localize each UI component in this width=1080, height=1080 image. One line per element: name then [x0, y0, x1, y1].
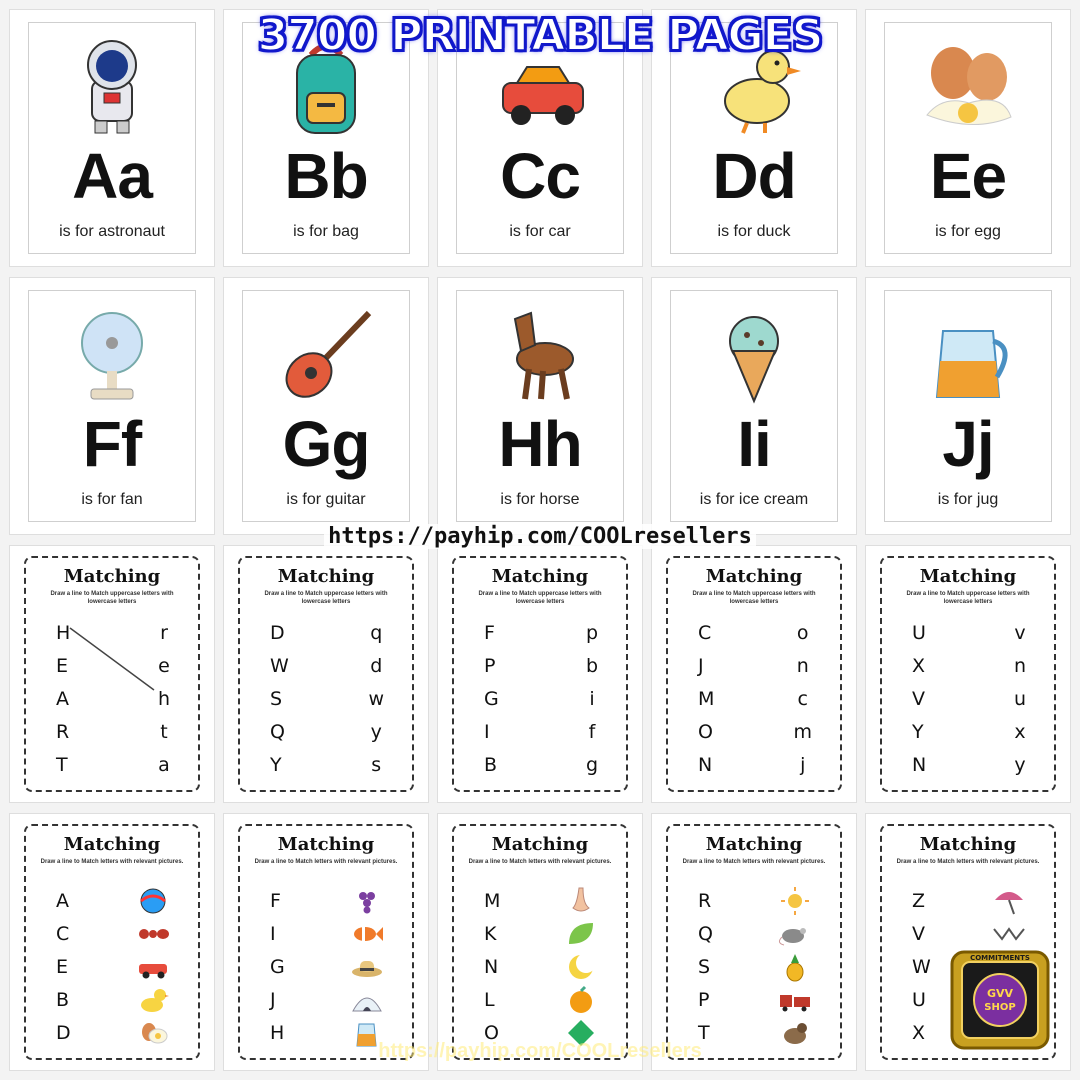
- lower-letter: c: [797, 687, 808, 710]
- matching-instruction: Draw a line to Match uppercase letters with lowercase letters: [50, 591, 174, 605]
- matching-instruction: Draw a line to Match letters with relevant pictures.: [682, 859, 826, 865]
- upper-letter: H: [56, 621, 71, 644]
- letter: T: [698, 1022, 710, 1045]
- matching-instruction: Draw a line to Match letters with relevant pictures.: [254, 859, 398, 865]
- card-letters: Gg: [282, 408, 370, 480]
- banner-title: 3700 PRINTABLE PAGES: [257, 10, 823, 61]
- letter: O: [484, 1022, 499, 1045]
- lower-letter: f: [588, 721, 596, 744]
- letter: F: [270, 889, 281, 912]
- letter: H: [270, 1022, 285, 1045]
- matching-title: Matching: [919, 834, 1017, 855]
- letter: K: [484, 922, 497, 945]
- matching-title: Matching: [63, 834, 161, 855]
- letter: M: [484, 889, 501, 912]
- umbrella-icon: [992, 886, 1026, 916]
- upper-letter: M: [698, 687, 715, 710]
- picture-matching-sheet: [438, 814, 642, 1070]
- car-icon: [136, 952, 170, 982]
- matching-sheet: [10, 546, 214, 802]
- upper-letter: P: [484, 654, 496, 677]
- hat-icon: [350, 952, 384, 982]
- lower-letter: q: [370, 621, 383, 644]
- matching-title: Matching: [705, 566, 803, 587]
- upper-letter: R: [56, 721, 70, 744]
- card-caption: is for guitar: [286, 491, 366, 508]
- lower-letter: b: [585, 654, 598, 677]
- letter: B: [56, 989, 70, 1012]
- horse-icon: [485, 301, 595, 406]
- ball-icon: [136, 886, 170, 916]
- jug-icon: [913, 301, 1023, 406]
- lower-letter: y: [1014, 754, 1026, 777]
- card-letters: Jj: [942, 408, 994, 480]
- picture-matching-sheet: [10, 814, 214, 1070]
- lower-letter: m: [793, 721, 812, 744]
- ice-cream-icon: [699, 301, 809, 406]
- train-icon: [778, 985, 812, 1015]
- letter: U: [912, 989, 926, 1012]
- zigzag-icon: [992, 919, 1026, 949]
- letter: G: [270, 955, 285, 978]
- picture-matching-sheet: [224, 814, 428, 1070]
- card-caption: is for astronaut: [59, 223, 165, 240]
- lower-letter: u: [1013, 687, 1026, 710]
- upper-letter: N: [698, 754, 713, 777]
- fish-icon: [350, 919, 384, 949]
- upper-letter: Y: [912, 721, 924, 744]
- upper-letter: D: [270, 621, 285, 644]
- svg-text:SHOP: SHOP: [984, 1002, 1016, 1013]
- matching-sheet: [652, 546, 856, 802]
- lower-letter: x: [1014, 721, 1026, 744]
- shop-seal-logo: [950, 950, 1050, 1050]
- letter: N: [484, 955, 499, 978]
- alphabet-card: [652, 278, 856, 534]
- orange-icon: [564, 985, 598, 1015]
- matching-title: Matching: [919, 566, 1017, 587]
- matching-sheet: [438, 546, 642, 802]
- upper-letter: J: [698, 654, 704, 677]
- upper-letter: X: [912, 654, 926, 677]
- alphabet-card: [438, 278, 642, 534]
- moon-icon: [564, 952, 598, 982]
- matching-instruction: Draw a line to Match uppercase letters with lowercase letters: [478, 591, 602, 605]
- letter: A: [56, 889, 69, 912]
- lower-letter: t: [160, 721, 168, 744]
- alphabet-card: [224, 278, 428, 534]
- upper-letter: E: [56, 654, 69, 677]
- upper-letter: B: [484, 754, 498, 777]
- letter: E: [56, 955, 69, 978]
- letter: R: [698, 889, 712, 912]
- matching-title: Matching: [705, 834, 803, 855]
- card-letters: Ff: [82, 408, 142, 480]
- nose-icon: [564, 886, 598, 916]
- upper-letter: T: [56, 754, 68, 777]
- letter: V: [912, 922, 925, 945]
- letter: Z: [912, 889, 926, 912]
- lower-letter: g: [585, 754, 598, 777]
- alphabet-card: [10, 278, 214, 534]
- card-letters: Dd: [712, 140, 796, 212]
- duck-icon: [136, 985, 170, 1015]
- upper-letter: Y: [270, 754, 282, 777]
- answer-line: [26, 616, 198, 782]
- alphabet-card: [866, 278, 1070, 534]
- lower-letter: s: [371, 754, 382, 777]
- letter: X: [912, 1022, 926, 1045]
- letter: W: [912, 955, 931, 978]
- matching-instruction: Draw a line to Match uppercase letters with lowercase letters: [692, 591, 816, 605]
- lower-letter: n: [796, 654, 809, 677]
- url-overlay[interactable]: https://payhip.com/COOLresellers: [0, 524, 1080, 549]
- letter: D: [56, 1022, 71, 1045]
- card-caption: is for fan: [81, 491, 143, 508]
- fan-icon: [57, 301, 167, 406]
- card-letters: Bb: [284, 140, 368, 212]
- matching-instruction: Draw a line to Match uppercase letters with lowercase letters: [264, 591, 388, 605]
- guitar-icon: [271, 301, 381, 406]
- upper-letter: I: [484, 721, 490, 744]
- matching-sheet: [866, 546, 1070, 802]
- lower-letter: i: [589, 687, 595, 710]
- watermark-text: https://payhip.com/COOLresellers: [378, 1040, 702, 1062]
- letter: I: [270, 922, 276, 945]
- upper-letter: S: [270, 687, 283, 710]
- letter: L: [484, 989, 495, 1012]
- matching-title: Matching: [63, 566, 161, 587]
- upper-letter: C: [698, 621, 712, 644]
- lower-letter: n: [1013, 654, 1026, 677]
- lower-letter: r: [160, 621, 168, 644]
- card-letters: Hh: [498, 408, 582, 480]
- upper-letter: G: [484, 687, 499, 710]
- matching-title: Matching: [277, 566, 375, 587]
- upper-letter: U: [912, 621, 926, 644]
- card-caption: is for horse: [500, 491, 580, 508]
- letter: C: [56, 922, 70, 945]
- letter: Q: [698, 922, 713, 945]
- matching-instruction: Draw a line to Match letters with relevant pictures.: [40, 859, 184, 865]
- matching-title: Matching: [277, 834, 375, 855]
- letter: S: [698, 955, 711, 978]
- card-letters: Ee: [929, 140, 1007, 212]
- matching-instruction: Draw a line to Match letters with relevant pictures.: [896, 859, 1040, 865]
- lower-letter: j: [800, 754, 806, 777]
- picture-matching-sheet: [652, 814, 856, 1070]
- matching-instruction: Draw a line to Match uppercase letters with lowercase letters: [906, 591, 1030, 605]
- card-caption: is for car: [509, 223, 571, 240]
- upper-letter: W: [270, 654, 289, 677]
- svg-text:COMMITMENTS: COMMITMENTS: [970, 954, 1030, 962]
- upper-letter: Q: [270, 721, 285, 744]
- lower-letter: d: [370, 654, 383, 677]
- lower-letter: y: [370, 721, 382, 744]
- matching-sheet: [224, 546, 428, 802]
- matching-title: Matching: [491, 834, 589, 855]
- pineapple-icon: [778, 952, 812, 982]
- promo-banner: [0, 10, 1080, 61]
- card-caption: is for duck: [717, 223, 791, 240]
- upper-letter: O: [698, 721, 713, 744]
- card-caption: is for egg: [935, 223, 1001, 240]
- card-caption: is for bag: [293, 223, 359, 240]
- ant-icon: [136, 919, 170, 949]
- lower-letter: o: [796, 621, 809, 644]
- grapes-icon: [350, 886, 384, 916]
- upper-letter: F: [484, 621, 495, 644]
- lower-letter: w: [368, 687, 384, 710]
- card-caption: is for ice cream: [699, 491, 809, 508]
- igloo-icon: [350, 985, 384, 1015]
- upper-letter: V: [912, 687, 925, 710]
- card-caption: is for jug: [937, 491, 999, 508]
- upper-letter: N: [912, 754, 927, 777]
- sun-icon: [778, 886, 812, 916]
- card-letters: Ii: [737, 408, 771, 480]
- lower-letter: h: [157, 687, 170, 710]
- lower-letter: a: [158, 754, 170, 777]
- lower-letter: e: [158, 654, 170, 677]
- rat-icon: [778, 919, 812, 949]
- card-letters: Cc: [500, 140, 580, 212]
- letter: P: [698, 989, 710, 1012]
- letter: J: [270, 989, 276, 1012]
- card-letters: Aa: [72, 140, 152, 212]
- leaf-icon: [564, 919, 598, 949]
- lower-letter: p: [585, 621, 598, 644]
- matching-title: Matching: [491, 566, 589, 587]
- matching-instruction: Draw a line to Match letters with relevant pictures.: [468, 859, 612, 865]
- svg-text:GVV: GVV: [986, 987, 1014, 1000]
- upper-letter: A: [56, 687, 69, 710]
- lower-letter: v: [1014, 621, 1026, 644]
